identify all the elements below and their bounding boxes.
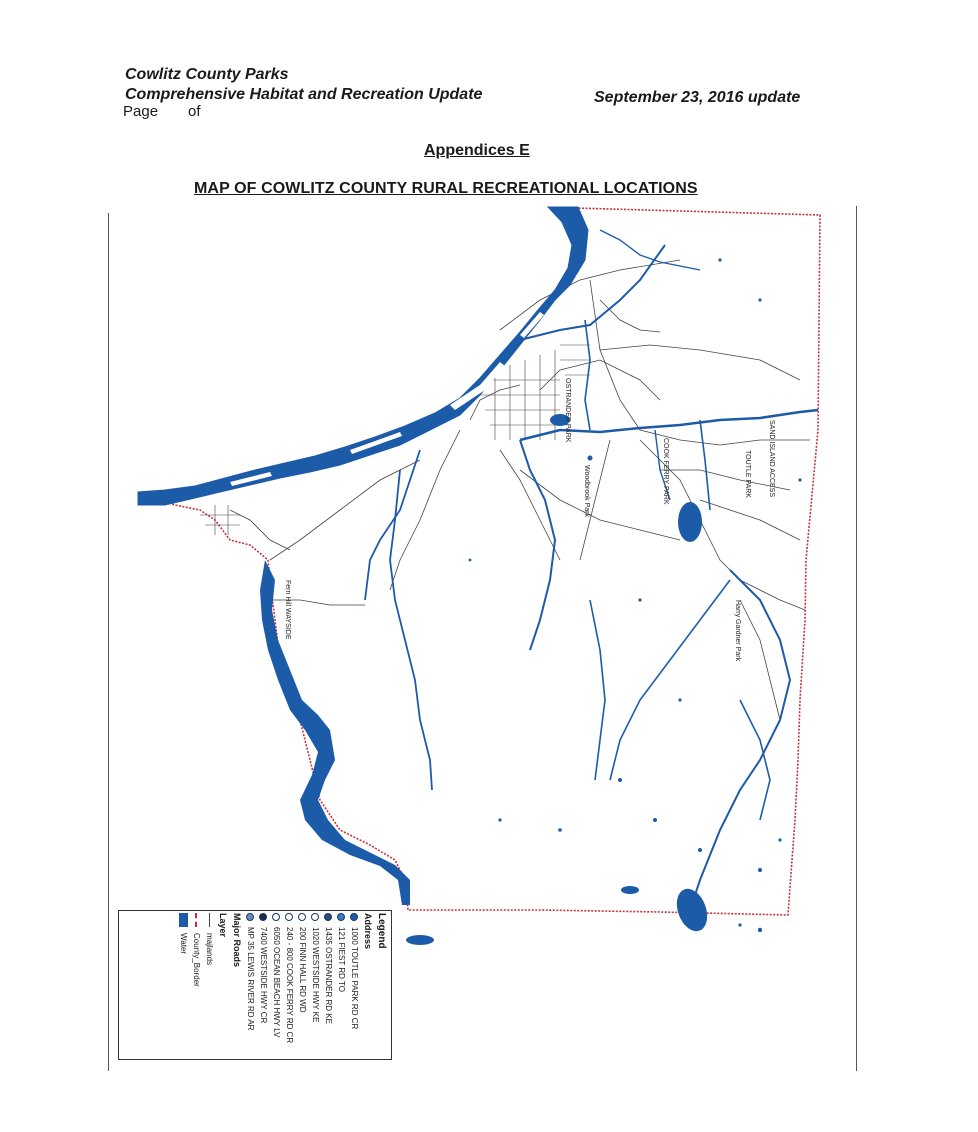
legend-content [119,913,389,1059]
page-label: Page [123,103,159,120]
legend-address-item: 6050 OCEAN BEACH HWY LV [270,913,283,1059]
water-swatch-icon [179,913,188,927]
org-title: Cowlitz County Parks [125,66,289,83]
marker-icon [325,913,333,921]
marker-icon [312,913,320,921]
legend-border-item: County_Border [190,913,203,1059]
water-bodies [138,207,818,945]
legend-address-item: 121 FIEST RD TO [335,913,348,1059]
road-swatch-icon [209,913,210,927]
columbia-river [138,207,588,505]
park-marker [588,456,593,461]
map-legend [118,910,392,1060]
road-network [230,260,810,720]
label-woodbrook: Woodbrook Park [583,465,590,518]
update-date: September 23, 2016 update [594,89,801,106]
marker-icon [338,913,346,921]
label-fern-hill: Fern Hill WAYSIDE [284,580,291,640]
legend-water-item: Water [177,913,190,1059]
marker-icon [351,913,359,921]
legend-address-item: 1000 TOUTLE PARK RD CR [348,913,361,1059]
map-title: MAP OF COWLITZ COUNTY RURAL RECREATIONAL LOCATIONS [194,180,698,197]
legend-major-roads-heading: Major Roads [232,913,242,968]
marker-icon [260,913,268,921]
label-toutle: TOUTLE PARK [744,450,751,498]
legend-layer-heading: Layer [218,913,228,938]
border-swatch-icon [196,913,198,927]
marker-icon [299,913,307,921]
marker-icon [286,913,294,921]
legend-address-item: 1435 OSTRANDER RD KE [322,913,335,1059]
label-sand-island: SAND ISLAND ACCESS [768,420,775,498]
label-ostrander: OSTRANDER PARK [564,378,571,443]
legend-address-item: MP 35 LEWIS RIVER RD AR [244,913,257,1059]
label-harry-gardner: Harry Gardner Park [734,600,741,662]
legend-address-heading: Address [363,913,373,950]
legend-road-item: majlands [203,913,216,1059]
county-border [140,208,820,915]
legend-address-item: 7400 WESTSIDE HWY CR [257,913,270,1059]
legend-address-item: 240 - 800 COOK FERRY RD CR [283,913,296,1059]
of-label: of [188,103,201,120]
document-title: Comprehensive Habitat and Recreation Update [125,86,483,103]
label-cook-ferry: COOK FERRY PARK [662,438,669,505]
legend-title: Legend [376,913,388,949]
marker-icon [273,913,281,921]
appendix-heading: Appendices E [424,142,530,159]
marker-icon [247,913,255,921]
legend-address-item: 1020 WESTSIDE HWY KE [309,913,322,1059]
legend-address-item: 200 FINN HALL RD WD [296,913,309,1059]
